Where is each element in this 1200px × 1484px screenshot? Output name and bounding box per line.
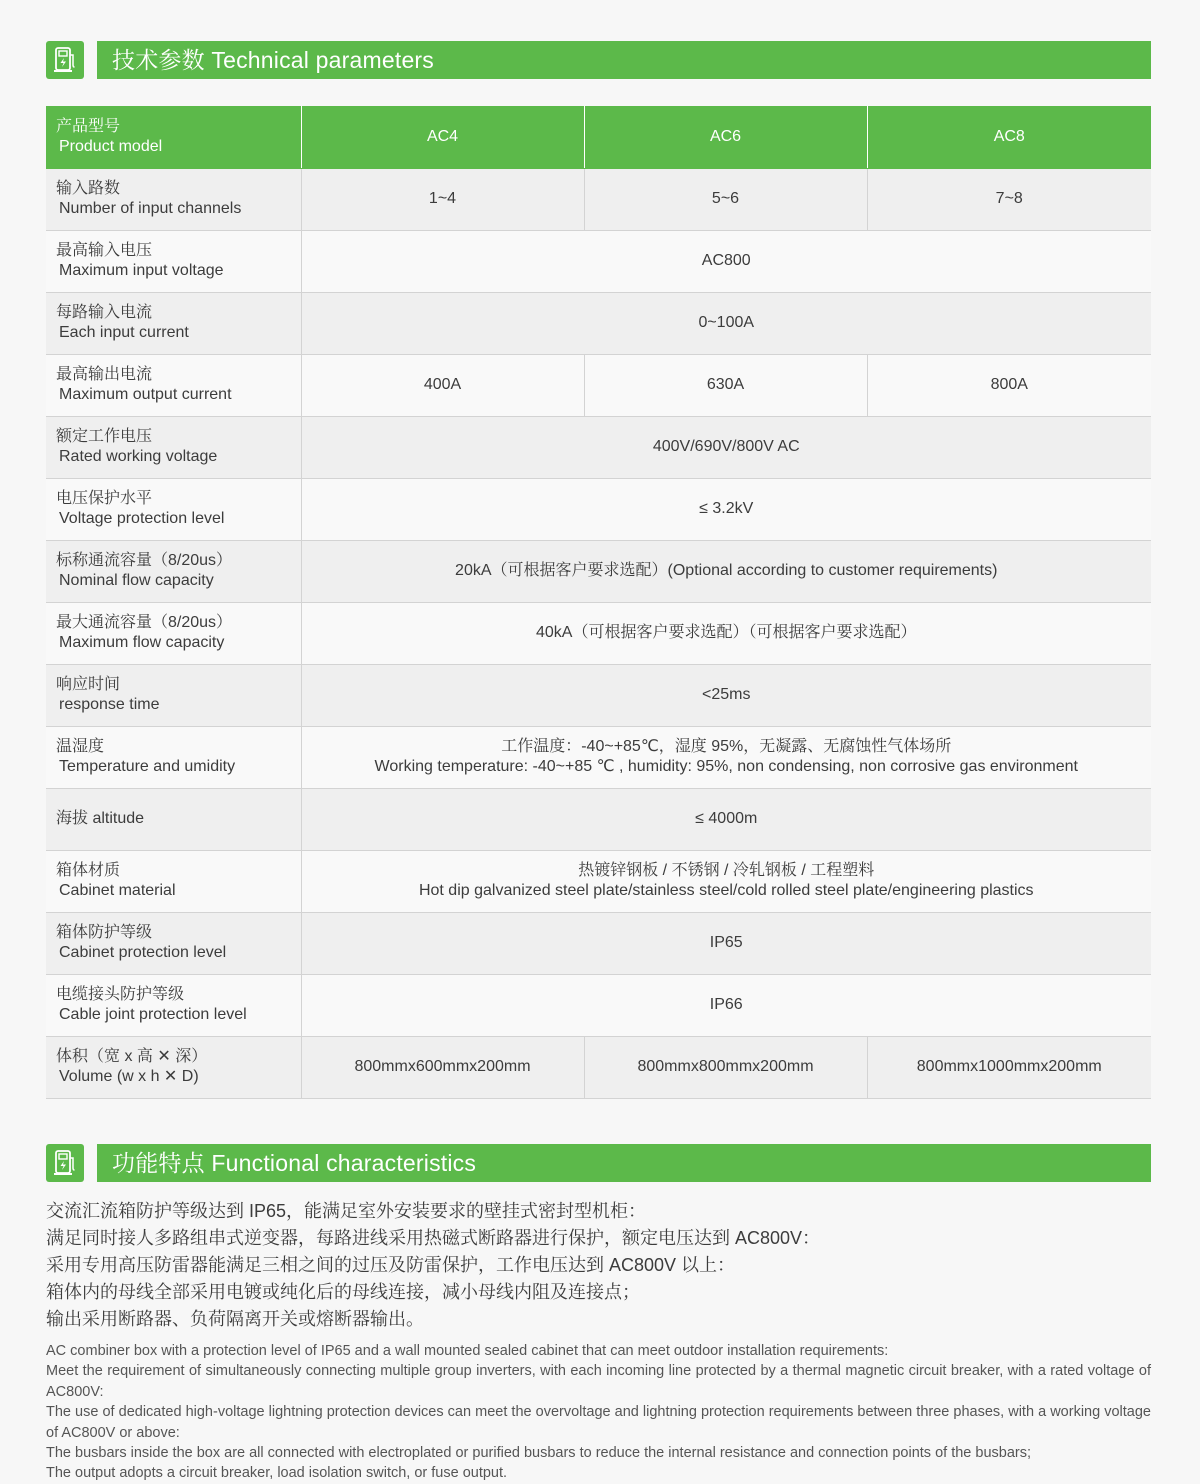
value-cell: 1~4 <box>301 168 584 230</box>
row-label-cell <box>46 850 301 912</box>
value-cell: <25ms <box>301 664 1151 726</box>
model-ac4-cell: AC4 <box>301 106 584 168</box>
value-cell: 20kA（可根据客户要求选配）(Optional according to customer requirements) <box>301 540 1151 602</box>
table-row <box>46 1036 1151 1098</box>
table-row <box>46 168 1151 230</box>
value-en: Working temperature: -40~+85 ℃ , humidity: 95%, non condensing, non corrosive gas environment <box>374 758 1078 775</box>
row-label-cell <box>46 168 301 230</box>
label-cn: 最大通流容量（8/20us） <box>56 614 233 631</box>
row-label-cell <box>46 478 301 540</box>
label-cn: 额定工作电压 <box>56 428 153 445</box>
value-cell: 630A <box>584 354 867 416</box>
table-row <box>46 664 1151 726</box>
value-cell: ≤ 3.2kV <box>301 478 1151 540</box>
table-row <box>46 478 1151 540</box>
table-row <box>46 540 1151 602</box>
table-row <box>46 354 1151 416</box>
section-title: 技术参数 Technical parameters <box>97 41 1151 79</box>
list-item: Meet the requirement of simultaneously connecting multiple group inverters, with each incoming line protected by a thermal magnetic circuit breaker, with a rated voltage of AC800V: <box>46 1363 1151 1400</box>
label-en: Temperature and umidity <box>59 758 236 775</box>
label-cn: 电压保护水平 <box>56 490 153 507</box>
section-title: 功能特点 Functional characteristics <box>97 1144 1151 1182</box>
label-en: Maximum input voltage <box>59 262 224 279</box>
label-en: Product model <box>59 137 163 155</box>
table-row <box>46 788 1151 850</box>
row-label-cell <box>46 292 301 354</box>
table-row <box>46 230 1151 292</box>
row-label-cell <box>46 416 301 478</box>
value-cell: 7~8 <box>867 168 1151 230</box>
label-en: Cable joint protection level <box>59 1006 247 1023</box>
row-label-cell <box>46 664 301 726</box>
label-en: Number of input channels <box>59 200 242 217</box>
value-cell: 400A <box>301 354 584 416</box>
row-label-cell <box>46 1036 301 1098</box>
table-row <box>46 974 1151 1036</box>
label-en: Rated working voltage <box>59 448 218 465</box>
list-item: 输出采用断路器、负荷隔离开关或熔断器输出。 <box>46 1309 424 1329</box>
label-cn: 海拔 altitude <box>56 810 145 827</box>
label-cn: 体积（宽 x 高 ✕ 深） <box>56 1048 208 1065</box>
value-cn: 热镀锌钢板 / 不锈钢 / 冷轧钢板 / 工程塑料 <box>578 862 875 879</box>
label-cn: 响应时间 <box>56 676 121 693</box>
value-cell: 800mmx600mmx200mm <box>301 1036 584 1098</box>
label-en: Cabinet material <box>59 882 176 899</box>
label-cn: 产品型号 <box>56 117 121 135</box>
func-section-header <box>46 1144 1151 1182</box>
label-en: response time <box>59 696 160 713</box>
row-label-cell <box>46 354 301 416</box>
value-cell: 40kA（可根据客户要求选配）（可根据客户要求选配） <box>301 602 1151 664</box>
label-en: Maximum flow capacity <box>59 634 225 651</box>
row-label-cell <box>46 974 301 1036</box>
label-cn: 箱体防护等级 <box>56 924 153 941</box>
header-label-cell <box>46 106 301 168</box>
row-label-cell <box>46 912 301 974</box>
value-cell: ≤ 4000m <box>301 788 1151 850</box>
value-en: Hot dip galvanized steel plate/stainless steel/cold rolled steel plate/engineering plastics <box>418 882 1034 899</box>
row-label-cell <box>46 726 301 788</box>
label-en: Volume (w x h ✕ D) <box>59 1068 199 1085</box>
table-row <box>46 416 1151 478</box>
row-label-cell <box>46 788 301 850</box>
label-en: Nominal flow capacity <box>59 572 214 589</box>
list-item: The busbars inside the box are all connected with electroplated or purified busbars to reduce the internal resistance and connection points of the busbars; <box>46 1445 1031 1462</box>
row-label-cell <box>46 602 301 664</box>
table-row <box>46 850 1151 912</box>
list-item: The use of dedicated high-voltage lightning protection devices can meet the overvoltage and lightning protection requirements between three phases, with a working voltage of AC800V or above: <box>46 1404 1151 1441</box>
label-cn: 每路输入电流 <box>56 304 153 321</box>
label-cn: 最高输出电流 <box>56 366 153 383</box>
label-en: Voltage protection level <box>59 510 225 527</box>
label-cn: 标称通流容量（8/20us） <box>56 552 233 569</box>
value-cell: AC800 <box>301 230 1151 292</box>
row-label-cell <box>46 230 301 292</box>
label-cn: 最高输入电压 <box>56 242 153 259</box>
list-item: 交流汇流箱防护等级达到 IP65，能满足室外安装要求的壁挂式密封型机柜： <box>46 1201 647 1221</box>
value-cell: 800A <box>867 354 1151 416</box>
label-en: Each input current <box>59 324 189 341</box>
tech-section-header <box>46 41 1151 79</box>
table-header-row <box>46 106 1151 168</box>
table-row <box>46 292 1151 354</box>
table-row <box>46 602 1151 664</box>
charging-station-icon <box>46 41 84 79</box>
value-cell <box>301 850 1151 912</box>
label-en: Cabinet protection level <box>59 944 227 961</box>
label-cn: 输入路数 <box>56 180 121 197</box>
list-item: 箱体内的母线全部采用电镀或纯化后的母线连接，减小母线内阻及连接点； <box>46 1282 640 1302</box>
table-row <box>46 912 1151 974</box>
value-cell: IP66 <box>301 974 1151 1036</box>
value-cell: IP65 <box>301 912 1151 974</box>
list-item: The output adopts a circuit breaker, load isolation switch, or fuse output. <box>46 1465 508 1482</box>
label-cn: 温湿度 <box>56 738 105 755</box>
model-ac8-cell: AC8 <box>867 106 1151 168</box>
features-en-list <box>46 1341 1151 1484</box>
label-en: Maximum output current <box>59 386 232 403</box>
charging-station-icon <box>46 1144 84 1182</box>
list-item: 采用专用高压防雷器能满足三相之间的过压及防雷保护，工作电压达到 AC800V 以上： <box>46 1255 736 1275</box>
table-row <box>46 726 1151 788</box>
value-cell: 800mmx1000mmx200mm <box>867 1036 1151 1098</box>
value-cell: 400V/690V/800V AC <box>301 416 1151 478</box>
value-cell <box>301 726 1151 788</box>
value-cn: 工作温度：-40~+85℃，湿度 95%，无凝露、无腐蚀性气体场所 <box>501 738 952 755</box>
model-ac6-cell: AC6 <box>584 106 867 168</box>
value-cell: 0~100A <box>301 292 1151 354</box>
value-cell: 800mmx800mmx200mm <box>584 1036 867 1098</box>
list-item: 满足同时接人多路组串式逆变器，每路进线采用热磁式断路器进行保护，额定电压达到 AC800V： <box>46 1228 821 1248</box>
value-cell: 5~6 <box>584 168 867 230</box>
list-item: AC combiner box with a protection level of IP65 and a wall mounted sealed cabinet that can meet outdoor installation requirements: <box>46 1343 889 1359</box>
label-cn: 箱体材质 <box>56 862 121 879</box>
features-cn-list <box>46 1198 1151 1333</box>
parameters-table <box>46 106 1151 1099</box>
label-cn: 电缆接头防护等级 <box>56 986 185 1003</box>
row-label-cell <box>46 540 301 602</box>
